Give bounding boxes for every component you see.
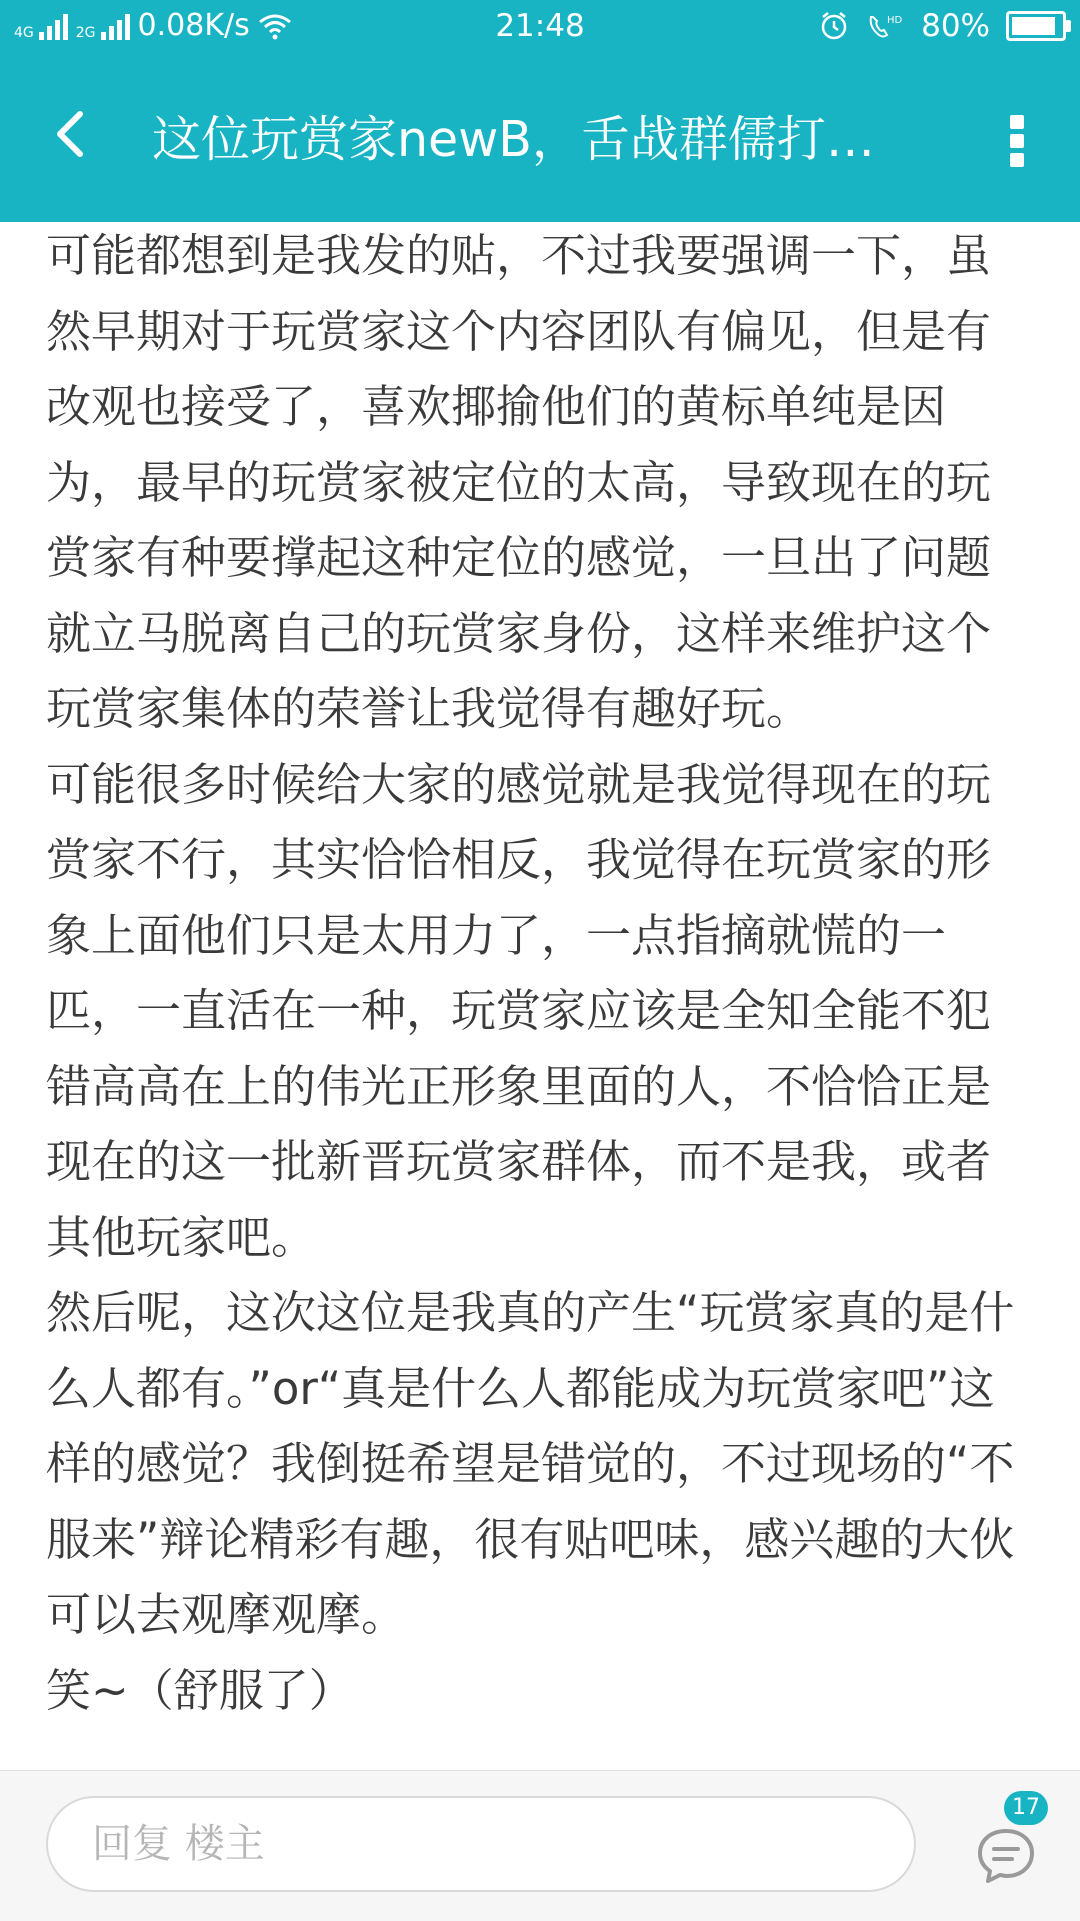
post-paragraph: 可能很多时候给大家的感觉就是我觉得现在的玩赏家不行，其实恰恰相反，我觉得在玩赏家的形象上面他们只是太用力了，一点指摘就慌的一匹，一直活在一种，玩赏家应该是全知全能不犯错高高在上的伟光正形象里面的人，不恰恰正是现在的这一批新晋玩赏家群体，而不是我，或者其他玩家吧。 [46,757,992,1264]
comment-bubble-icon [966,1815,1046,1895]
post-paragraph: 笑~（舒服了） [46,1663,354,1717]
battery-level [1012,17,1055,35]
network-label: 2G [75,24,96,41]
chevron-left-icon [50,110,90,158]
page-title: 这位玩赏家newB，舌战群儒打… [152,111,875,168]
comment-count-badge: 17 [1004,1791,1048,1825]
status-bar [0,0,1080,60]
more-vertical-icon-dot [1010,153,1024,167]
network-speed: 0.08K/s [137,8,250,43]
alarm-icon [819,11,849,41]
reply-input[interactable]: 回复 楼主 [46,1796,916,1892]
header [0,60,1080,222]
battery-icon [1006,11,1066,41]
post-paragraph: 可能都想到是我发的贴，不过我要强调一下，虽然早期对于玩赏家这个内容团队有偏见，但是有改观也接受了，喜欢揶揄他们的黄标单纯是因为，最早的玩赏家被定位的太高，导致现在的玩赏家有种要撑起这种定位的感觉，一旦出了问题就立马脱离自己的玩赏家身份，这样来维护这个玩赏家集体的荣誉让我觉得有趣好玩。 [46,229,992,735]
clock: 21:48 [495,8,585,44]
status-right [819,8,1066,44]
post-content [46,218,1026,1773]
network-label: 4G [14,24,34,41]
back-button[interactable] [40,104,100,164]
comments-button[interactable] [966,1791,1056,1901]
battery-percent: 80% [921,8,990,44]
more-vertical-icon-dot [1010,134,1024,148]
reply-bar [0,1770,1080,1921]
more-button[interactable] [1010,115,1028,167]
svg-text:HD: HD [887,15,903,26]
post-paragraph: 然后呢，这次这位是我真的产生“玩赏家真的是什么人都有。”or“真是什么人都能成为玩赏家吧”这样的感觉？我倒挺希望是错觉的，不过现场的“不服来”辩论精彩有趣，很有贴吧味，感兴趣的大伙可以去观摩观摩。 [46,1286,1015,1641]
hd-call-icon [865,11,905,41]
more-vertical-icon-dot [1010,115,1024,129]
